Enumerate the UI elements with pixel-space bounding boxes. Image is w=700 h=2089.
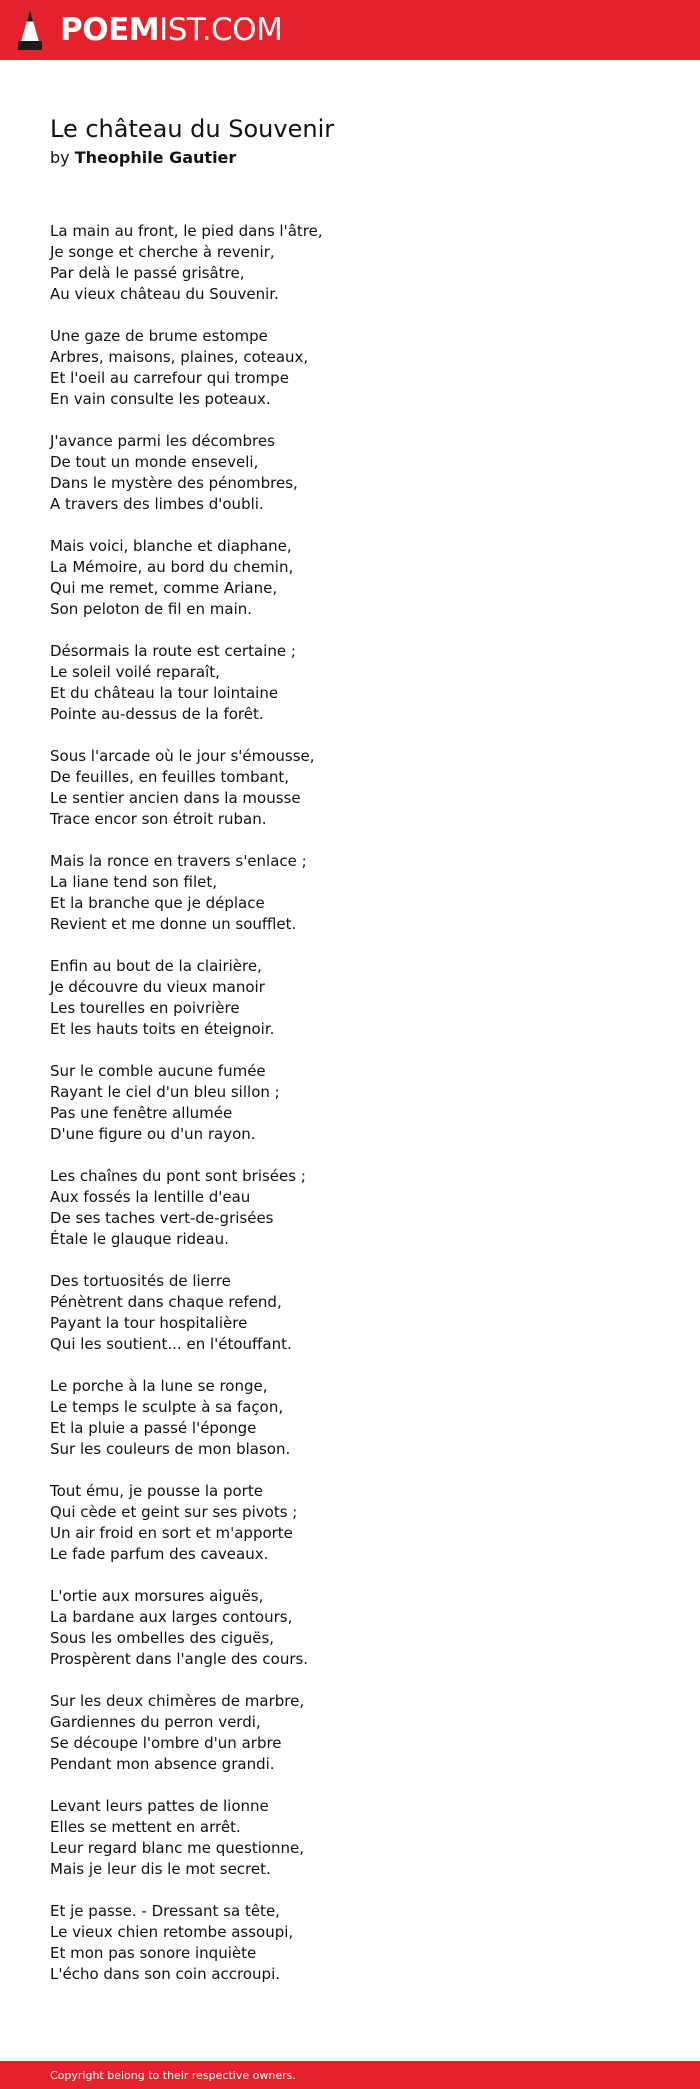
- poem-stanza: [50, 851, 650, 935]
- poem-stanza: [50, 431, 650, 515]
- poem-line: De tout un monde enseveli,: [50, 453, 259, 471]
- poem-line: Le fade parfum des caveaux.: [50, 1545, 269, 1563]
- poem-stanza: [50, 956, 650, 1040]
- poem-line: L'écho dans son coin accroupi.: [50, 1965, 281, 1983]
- poem-stanza: [50, 1061, 650, 1145]
- site-logo-text: [60, 11, 283, 48]
- pencil-tip-icon: [18, 9, 42, 51]
- poem-line: Un air froid en sort et m'apporte: [50, 1524, 293, 1542]
- poem-line: Sur le comble aucune fumée: [50, 1062, 266, 1080]
- poem-line: Pénètrent dans chaque refend,: [50, 1293, 282, 1311]
- poem-line: La bardane aux larges contours,: [50, 1608, 293, 1626]
- poem-line: La Mémoire, au bord du chemin,: [50, 558, 294, 576]
- poem-line: Mais la ronce en travers s'enlace ;: [50, 852, 307, 870]
- poem-line: Se découpe l'ombre d'un arbre: [50, 1734, 282, 1752]
- poem-line: Les tourelles en poivrière: [50, 999, 240, 1017]
- poem-stanza: [50, 1691, 650, 1775]
- poem-line: Trace encor son étroit ruban.: [50, 810, 267, 828]
- poem-line: Sous l'arcade où le jour s'émousse,: [50, 747, 315, 765]
- poem-line: Pas une fenêtre allumée: [50, 1104, 233, 1122]
- poem-stanza: [50, 1166, 650, 1250]
- poem-body: [50, 221, 650, 1985]
- poem-line: L'ortie aux morsures aiguës,: [50, 1587, 264, 1605]
- poem-line: Le temps le sculpte à sa façon,: [50, 1398, 284, 1416]
- poem-line: Désormais la route est certaine ;: [50, 642, 296, 660]
- poem-stanza: [50, 641, 650, 725]
- poem-line: Arbres, maisons, plaines, coteaux,: [50, 348, 309, 366]
- logo-text-bold: POEM: [60, 11, 160, 48]
- poem-line: Son peloton de fil en main.: [50, 600, 253, 618]
- poem-line: D'une figure ou d'un rayon.: [50, 1125, 256, 1143]
- poem-line: Pendant mon absence grandi.: [50, 1755, 275, 1773]
- poem-line: Prospèrent dans l'angle des cours.: [50, 1650, 309, 1668]
- poem-line: Et du château la tour lointaine: [50, 684, 279, 702]
- poem-line: Dans le mystère des pénombres,: [50, 474, 298, 492]
- poem-line: Au vieux château du Souvenir.: [50, 285, 279, 303]
- poem-stanza: [50, 1796, 650, 1880]
- poem-line: Qui les soutient... en l'étouffant.: [50, 1335, 292, 1353]
- poem-line: De feuilles, en feuilles tombant,: [50, 768, 290, 786]
- poem-line: Le vieux chien retombe assoupi,: [50, 1923, 294, 1941]
- by-label: by: [50, 148, 70, 167]
- poem-line: Pointe au-dessus de la forêt.: [50, 705, 264, 723]
- poem-line: Je découvre du vieux manoir: [50, 978, 265, 996]
- poem-line: Le sentier ancien dans la mousse: [50, 789, 301, 807]
- poem-line: Qui me remet, comme Ariane,: [50, 579, 278, 597]
- poem-line: Levant leurs pattes de lionne: [50, 1797, 269, 1815]
- poem-line: Je songe et cherche à revenir,: [50, 243, 275, 261]
- poem-line: Mais je leur dis le mot secret.: [50, 1860, 271, 1878]
- poem-line: Le soleil voilé reparaît,: [50, 663, 220, 681]
- poem-stanza: [50, 1271, 650, 1355]
- poem-stanza: [50, 1901, 650, 1985]
- poem-line: Gardiennes du perron verdi,: [50, 1713, 261, 1731]
- poem-line: Le porche à la lune se ronge,: [50, 1377, 268, 1395]
- poem-line: Sur les couleurs de mon blason.: [50, 1440, 291, 1458]
- poem-line: De ses taches vert-de-grisées: [50, 1209, 274, 1227]
- poem-line: Enfin au bout de la clairière,: [50, 957, 262, 975]
- poem-stanza: [50, 326, 650, 410]
- poem-line: Et l'oeil au carrefour qui trompe: [50, 369, 289, 387]
- poem-line: Par delà le passé grisâtre,: [50, 264, 245, 282]
- poem-line: Payant la tour hospitalière: [50, 1314, 248, 1332]
- poem-stanza: [50, 1376, 650, 1460]
- site-header: [0, 0, 700, 60]
- poem-line: La main au front, le pied dans l'âtre,: [50, 222, 323, 240]
- poem-stanza: [50, 536, 650, 620]
- poem-line: Les chaînes du pont sont brisées ;: [50, 1167, 306, 1185]
- logo-text-light: IST.COM: [159, 11, 283, 48]
- poem-line: Mais voici, blanche et diaphane,: [50, 537, 292, 555]
- poem-line: La liane tend son filet,: [50, 873, 218, 891]
- poem-line: Rayant le ciel d'un bleu sillon ;: [50, 1083, 280, 1101]
- poem-line: A travers des limbes d'oubli.: [50, 495, 264, 513]
- poem-byline: [50, 146, 650, 170]
- poem-line: Une gaze de brume estompe: [50, 327, 268, 345]
- poem-line: Des tortuosités de lierre: [50, 1272, 231, 1290]
- poem-line: J'avance parmi les décombres: [50, 432, 275, 450]
- poem-line: Revient et me donne un soufflet.: [50, 915, 297, 933]
- copyright-text: Copyright belong to their respective owners.: [50, 2068, 296, 2082]
- poem-title: Le château du Souvenir: [50, 115, 335, 143]
- poem-line: Étale le glauque rideau.: [50, 1230, 229, 1248]
- site-logo-link[interactable]: [18, 0, 282, 60]
- poem-stanza: [50, 1481, 650, 1565]
- site-footer: [0, 2061, 700, 2089]
- author-name: Theophile Gautier: [74, 148, 237, 167]
- poem-article: [50, 112, 650, 2006]
- poem-line: Et je passe. - Dressant sa tête,: [50, 1902, 280, 1920]
- poem-line: Et la branche que je déplace: [50, 894, 265, 912]
- poem-stanza: [50, 221, 650, 305]
- poem-line: Et la pluie a passé l'éponge: [50, 1419, 257, 1437]
- poem-line: Leur regard blanc me questionne,: [50, 1839, 305, 1857]
- poem-line: Et les hauts toits en éteignoir.: [50, 1020, 275, 1038]
- poem-line: Sous les ombelles des ciguës,: [50, 1629, 275, 1647]
- poem-line: Et mon pas sonore inquiète: [50, 1944, 257, 1962]
- poem-stanza: [50, 1586, 650, 1670]
- poem-line: Qui cède et geint sur ses pivots ;: [50, 1503, 298, 1521]
- poem-stanza: [50, 746, 650, 830]
- poem-line: En vain consulte les poteaux.: [50, 390, 271, 408]
- poem-line: Tout ému, je pousse la porte: [50, 1482, 263, 1500]
- poem-line: Elles se mettent en arrêt.: [50, 1818, 241, 1836]
- poem-line: Aux fossés la lentille d'eau: [50, 1188, 251, 1206]
- poem-line: Sur les deux chimères de marbre,: [50, 1692, 305, 1710]
